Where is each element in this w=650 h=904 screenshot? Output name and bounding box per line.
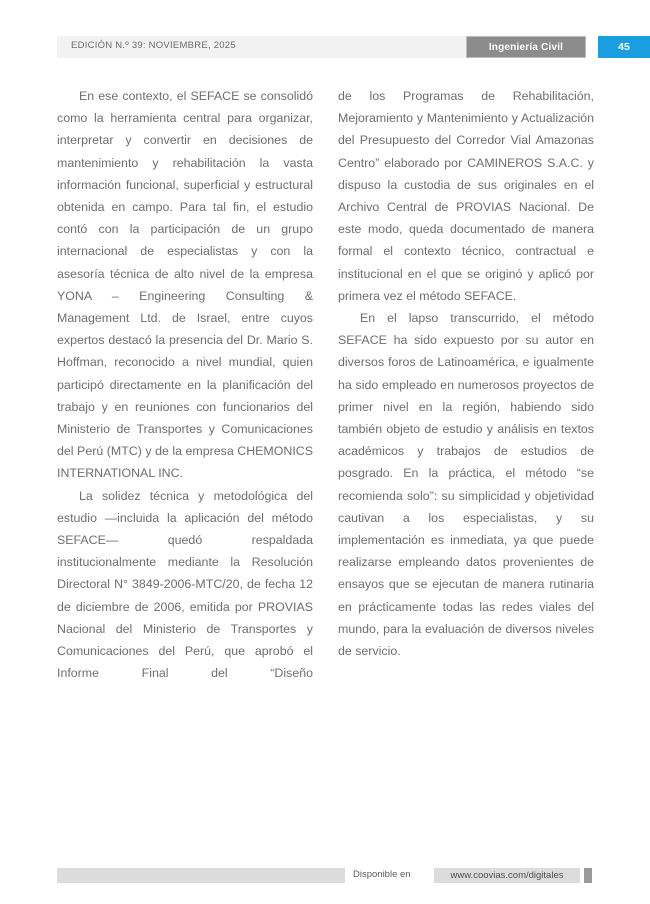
paragraph: La solidez técnica y metodológica del estudio —incluida la aplicación del método SEFACE— quedó respaldada institucionalmente mediante la Resolución Directoral N° 3849-2006-MTC/20, de fecha 12 de diciembre de 2006, emitida por PROVIAS Nacional del Ministerio de Transportes y Comunicaciones del Perú, que aprobó el Informe Final del “Diseño (57, 488, 313, 681)
page-footer (0, 868, 650, 884)
page-header (0, 36, 650, 58)
footer-availability-label: Disponible en (353, 869, 411, 880)
footer-decorative-bar (57, 868, 345, 883)
section-badge: Ingeniería Civil (466, 36, 586, 58)
page-number-badge: 45 (598, 36, 650, 58)
article-body (0, 85, 650, 825)
footer-url-text: www.coovias.com/digitales (450, 870, 564, 881)
footer-url-box[interactable] (434, 868, 580, 883)
footer-end-block (584, 868, 592, 883)
right-column (338, 85, 594, 662)
edition-label: EDICIÓN N.º 39: NOVIEMBRE, 2025 (71, 40, 236, 51)
paragraph: En el lapso transcurrido, el método SEFACE ha sido expuesto por su autor en diversos foros de Latinoamérica, e igualmente ha sido empleado en numerosos proyectos de primer nivel en la región, habiendo sido también objeto de estudio y análisis en textos académicos y trabajos de estudios de posgrado. En la práctica, el método “se recomienda solo”: su simplicidad y objetividad cautivan a los especialistas, y su implementación es inmediata, ya que puede realizarse empleando datos provenientes de ensayos que se ejecutan de manera rutinaria en prácticamente todas las redes viales del mundo, para la evaluación de diversos niveles de servicio. (338, 311, 594, 659)
paragraph: En ese contexto, el SEFACE se consolidó como la herramienta central para organizar, interpretar y convertir en decisiones de mantenimiento y rehabilitación la vasta información funcional, superficial y estructural obtenida en campo. Para tal fin, el estudio contó con la participación de un grupo internacional de especialistas y con la asesoría técnica de alto nivel de la empresa YONA – Engineering Consulting & Management Ltd. de Israel, entre cuyos expertos destacó la presencia del Dr. Mario S. Hoffman, reconocido a nivel mundial, quien participó directamente en la planificación del trabajo y en reuniones con funcionarios del Ministerio de Transportes y Comunicaciones del Perú (MTC) y de la empresa CHEMONICS INTERNATIONAL INC. (57, 89, 313, 481)
paragraph: de los Programas de Rehabilitación, Mejoramiento y Mantenimiento y Actualización del Presupuesto del Corredor Vial Amazonas Centro” elaborado por CAMINEROS S.A.C. y dispuso la custodia de sus originales en el Archivo Central de PROVIAS Nacional. De este modo, queda documentado de manera formal el contexto técnico, contractual e institucional en el que se originó y aplicó por primera vez el método SEFACE. (338, 89, 594, 303)
left-column (57, 85, 313, 707)
